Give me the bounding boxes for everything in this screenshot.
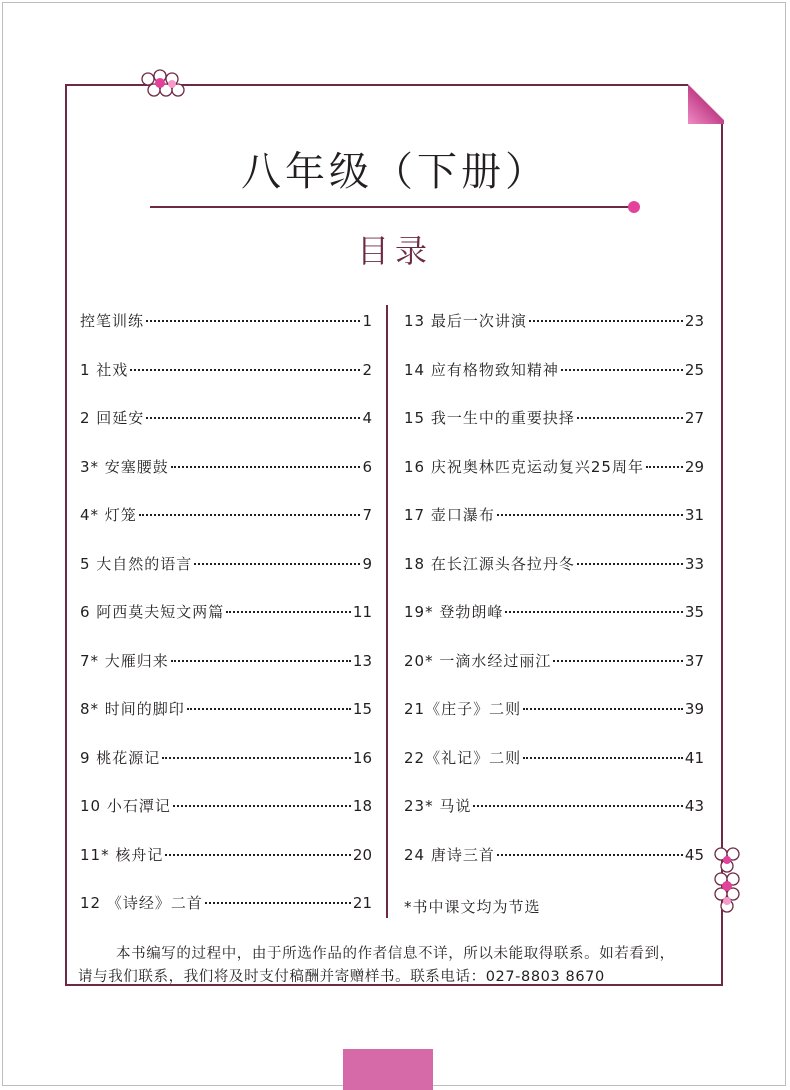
toc-entry-title: 10 小石潭记 [80, 797, 171, 815]
toc-entry-page: 7 [362, 506, 372, 524]
toc-entry [404, 747, 704, 796]
toc-entry-page: 1 [362, 312, 372, 330]
toc-entry-title: 8* 时间的脚印 [80, 700, 185, 718]
dot-leader [187, 708, 351, 710]
flower-cluster-icon [138, 68, 190, 100]
dot-leader [173, 805, 351, 807]
dot-leader [165, 854, 351, 856]
toc-entry-title: 15 我一生中的重要抉择 [404, 409, 575, 427]
toc-entry-page: 20 [352, 845, 372, 864]
toc-entry [404, 795, 704, 844]
toc-entry-title: 5 大自然的语言 [80, 554, 193, 573]
copyright-notice-line-1: 本书编写的过程中，由于所选作品的作者信息不详，所以未能取得联系。如若看到， [116, 946, 675, 962]
dot-leader [523, 757, 683, 759]
column-divider [386, 305, 388, 918]
toc-entry-title: 6 阿西莫夫短文两篇 [80, 603, 225, 621]
toc-entry-page: 35 [684, 603, 704, 621]
toc-entry [404, 698, 704, 747]
toc-entry [80, 844, 372, 893]
toc-entry-title: 2 回延安 [80, 409, 145, 427]
toc-entry [404, 359, 704, 408]
toc-entry [80, 747, 372, 796]
toc-entry [80, 456, 372, 505]
dot-leader [130, 369, 360, 371]
dot-leader [497, 854, 683, 856]
toc-entry [404, 310, 704, 359]
toc-entry-page: 31 [684, 506, 704, 524]
toc-entry [80, 504, 372, 553]
toc-entry-title: 3* 安塞腰鼓 [80, 457, 169, 476]
toc-entry-page: 25 [684, 360, 704, 379]
page-fold-icon [688, 82, 724, 124]
toc-entry [80, 601, 372, 650]
dot-leader [529, 320, 683, 322]
toc-entry [80, 650, 372, 699]
toc-entry [404, 407, 704, 456]
dot-leader [205, 902, 351, 904]
toc-entry [404, 456, 704, 505]
dot-leader [226, 611, 351, 613]
toc-entry-page: 33 [684, 554, 704, 573]
toc-entry-title: 22《礼记》二则 [404, 748, 522, 767]
toc-entry [80, 892, 372, 941]
toc-entry-page: 6 [362, 457, 372, 476]
toc-entry-page: 39 [684, 700, 704, 718]
dot-leader [146, 417, 360, 419]
toc-entry-page: 4 [362, 409, 372, 427]
excerpt-note: *书中课文均为节选 [404, 898, 541, 916]
dot-leader [577, 417, 683, 419]
copyright-notice-line-2: 请与我们联系，我们将及时支付稿酬并寄赠样书。联系电话：027-8803 8670 [78, 969, 605, 985]
toc-entry [80, 407, 372, 456]
toc-entry-title: 12 《诗经》二首 [80, 894, 203, 912]
toc-entry-title: 23* 马说 [404, 797, 472, 815]
toc-entry-page: 27 [684, 409, 704, 427]
toc-entry-title: 18 在长江源头各拉丹冬 [404, 554, 575, 573]
toc-entry-page: 37 [684, 651, 704, 670]
toc-entry-page: 13 [352, 651, 372, 670]
toc-entry [404, 504, 704, 553]
toc-entry [404, 553, 704, 602]
flower-cluster-icon [711, 846, 743, 916]
toc-entry-title: 4* 灯笼 [80, 506, 137, 524]
toc-entry-title: 7* 大雁归来 [80, 651, 169, 670]
dot-leader [523, 708, 683, 710]
toc-entry-title: 17 壶口瀑布 [404, 506, 495, 524]
dot-leader [171, 466, 361, 468]
toc-entry-page: 15 [352, 700, 372, 718]
toc-entry-title: 21《庄子》二则 [404, 700, 522, 718]
title-underline-dot [628, 201, 640, 213]
dot-leader [146, 320, 360, 322]
title-underline [150, 206, 630, 208]
toc-entry-title: 24 唐诗三首 [404, 845, 495, 864]
dot-leader [553, 660, 683, 662]
toc-entry-page: 43 [684, 797, 704, 815]
toc-entry [404, 601, 704, 650]
dot-leader [505, 611, 683, 613]
toc-entry-page: 45 [684, 845, 704, 864]
toc-entry-title: 控笔训练 [80, 312, 145, 330]
toc-entry-page: 41 [684, 748, 704, 767]
toc-heading: 目录 [356, 232, 433, 270]
dot-leader [194, 563, 360, 565]
toc-entry [404, 650, 704, 699]
copyright-notice [78, 943, 714, 989]
toc-entry-title: 14 应有格物致知精神 [404, 360, 559, 379]
toc-entry [80, 310, 372, 359]
toc-entry [80, 359, 372, 408]
dot-leader [561, 369, 683, 371]
dot-leader [577, 563, 683, 565]
toc-entry [80, 795, 372, 844]
page-tab [343, 1049, 433, 1090]
toc-entry-title: 20* 一滴水经过丽江 [404, 651, 552, 670]
toc-entry-page: 16 [352, 748, 372, 767]
toc-entry-page: 23 [684, 312, 704, 330]
toc-entry [80, 553, 372, 602]
dot-leader [646, 466, 683, 468]
toc-entry [404, 844, 704, 893]
toc-entry-title: 16 庆祝奥林匹克运动复兴25周年 [404, 457, 644, 476]
toc-right-column [404, 310, 704, 892]
dot-leader [162, 757, 351, 759]
toc-left-column [80, 310, 372, 941]
toc-entry-page: 2 [362, 360, 372, 379]
page-title: 八年级（下册） [241, 149, 549, 195]
dot-leader [139, 514, 361, 516]
toc-entry-title: 9 桃花源记 [80, 748, 161, 767]
toc-entry-title: 13 最后一次讲演 [404, 312, 527, 330]
dot-leader [171, 660, 351, 662]
toc-entry-title: 1 社戏 [80, 360, 129, 379]
toc-entry-title: 19* 登勃朗峰 [404, 603, 504, 621]
toc-entry-page: 9 [362, 554, 372, 573]
toc-entry-page: 11 [352, 603, 372, 621]
toc-entry-page: 29 [684, 457, 704, 476]
toc-entry [80, 698, 372, 747]
dot-leader [497, 514, 683, 516]
toc-entry-page: 18 [352, 797, 372, 815]
toc-entry-title: 11* 核舟记 [80, 845, 164, 864]
dot-leader [473, 805, 683, 807]
toc-entry-page: 21 [352, 894, 372, 912]
